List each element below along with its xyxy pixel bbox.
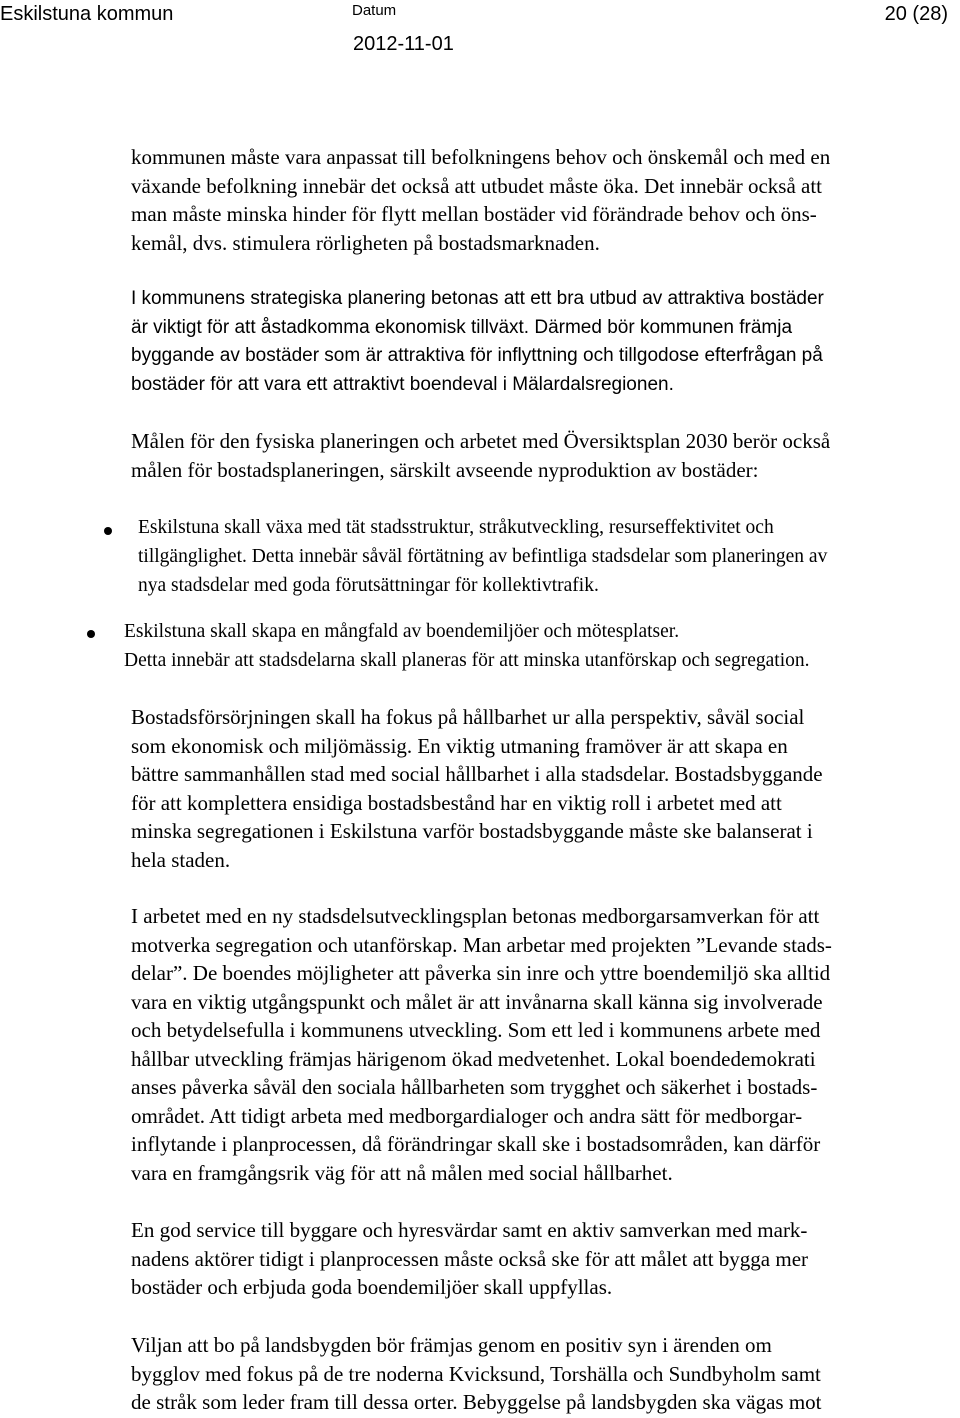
bullet-text: Eskilstuna skall växa med tät stadsstruktur, stråkutveckling, resurseffektivitet och tillgänglighet. Detta innebär såväl förtätning av befintliga stadsdelar som planeringen av nya stadsdelar med goda förutsättningar för kollektivtrafik. <box>138 517 828 596</box>
bullet-icon <box>104 527 112 535</box>
paragraph: En god service till byggare och hyresvärdar samt en aktiv samverkan med mark- nadens aktörer tidigt i planprocessen måste också ske för att målet att bygga mer bostäder och erbjuda goda boendemiljöer skall uppfyllas. <box>131 1218 809 1299</box>
organization-name: Eskilstuna kommun <box>0 3 174 25</box>
document-date: 2012-11-01 <box>353 33 454 55</box>
page-number: 20 (28) <box>884 3 948 25</box>
paragraph: I arbetet med en ny stadsdelsutvecklingsplan betonas medborgarsamverkan för att motverka segregation och utanförskap. Man arbetar med projekten ”Levande stads- delar”. De boendes möjligheter att påverka sin inre och yttre boendemiljö ska alltid vara en viktig utgångspunkt och målet är att invånarna skall känna sig involverade och betydelsefulla i kommunens utveckling. Som ett led i kommunens arbete med hållbar utveckling främjas härigenom ökad medvetenhet. Lokal boendedemokrati anses påverka såväl den sociala hållbarheten som trygghet och säkerhet i bostads- området. Att tidigt arbeta med medborgardialoger och andra sätt för medborgar- inflytande i planprocessen, då förändringar skall ske i bostadsområden, kan därför vara en framgångsrik väg för att nå målen med social hållbarhet. <box>131 904 832 1185</box>
paragraph: Viljan att bo på landsbygden bör främjas genom en positiv syn i ärenden om bygglov med fokus på de tre noderna Kvicksund, Torshälla och Sundbyholm samt de stråk som leder fram till dessa orter. Bebyggelse på landsbygden ska vägas mot <box>131 1333 822 1414</box>
paragraph: I kommunens strategiska planering betonas att ett bra utbud av attraktiva bostäder är viktigt för att åstadkomma ekonomisk tillväxt. Därmed bör kommunen främja byggande av bostäder som är attraktiva för inflyttning och tillgodose efterfrågan på bostäder för att vara ett attraktivt boendeval i Mälardalsregionen. <box>131 288 824 395</box>
bullet-icon <box>87 630 95 638</box>
paragraph: Bostadsförsörjningen skall ha fokus på hållbarhet ur alla perspektiv, såväl social som ekonomisk och miljömässig. En viktig utmaning framöver är att skapa en bättre sammanhållen stad med social hållbarhet i alla stadsdelar. Bostadsbyggande för att komplettera ensidiga bostadsbestånd har en viktig roll i arbetet med att minska segregationen i Eskilstuna varför bostadsbyggande måste ske balanserat i hela staden. <box>131 705 823 872</box>
date-label: Datum <box>352 2 397 19</box>
bullet-text: Eskilstuna skall skapa en mångfald av boendemiljöer och mötesplatser. Detta innebär att stadsdelarna skall planeras för att minska utanförskap och segregation. <box>124 621 810 671</box>
paragraph: Målen för den fysiska planeringen och arbetet med Översiktsplan 2030 berör också målen för bostadsplaneringen, särskilt avseende nyproduktion av bostäder: <box>131 429 831 482</box>
paragraph: kommunen måste vara anpassat till befolkningens behov och önskemål och med en växande befolkning innebär det också att utbudet måste öka. Det innebär också att man måste minska hinder för flytt mellan bostäder vid förändrade behov och öns- kemål, dvs. stimulera rörligheten på bostadsmarknaden. <box>131 145 831 255</box>
